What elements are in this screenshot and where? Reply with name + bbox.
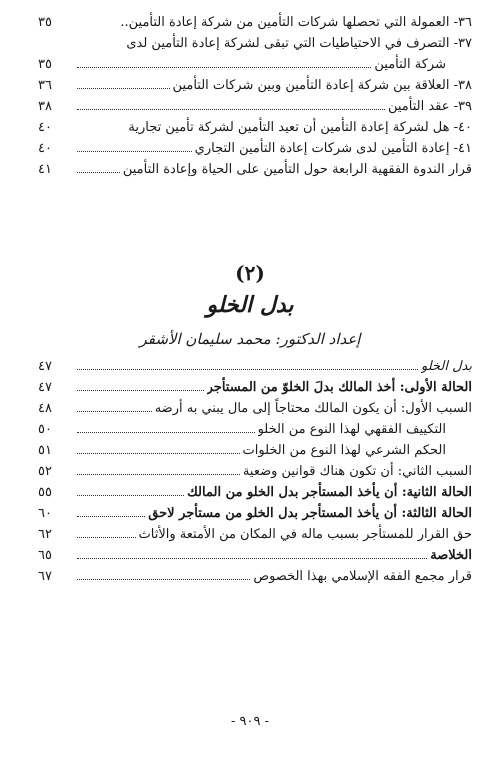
- toc-entry-title: ٣٩- عقد التأمين: [387, 99, 472, 114]
- toc-entry-page: ٥٢: [38, 464, 52, 479]
- toc-entry: [38, 461, 472, 482]
- toc-entry-page: ٣٥: [38, 57, 52, 72]
- toc-entry: [38, 33, 472, 54]
- toc-entry-title: قرار الندوة الفقهية الرابعة حول التأمين على الحياة وإعادة التأمين: [122, 162, 472, 177]
- dot-leader: [77, 570, 250, 580]
- toc-entry: [38, 138, 472, 159]
- toc-entry-page: ٤٠: [38, 120, 52, 135]
- page-number: - ٩٠٩ -: [230, 714, 269, 729]
- toc-entry-title: الخلاصة: [430, 548, 472, 563]
- toc-entry-page: ٦٥: [38, 548, 52, 563]
- dot-leader: [77, 444, 240, 454]
- toc-entry: [38, 12, 472, 33]
- dot-leader: [77, 549, 427, 559]
- section-number: (٢): [235, 261, 265, 285]
- toc-entry-title: الحالة الثالثة: أن يأخذ المستأجر بدل الخلو من مستأجر لاحق: [148, 506, 472, 521]
- toc-entry-title: الحكم الشرعي لهذا النوع من الخلوات: [242, 443, 446, 458]
- dot-leader: [77, 79, 170, 89]
- toc-entry-page: ٦٢: [38, 527, 52, 542]
- toc-entry-page: ٥٠: [38, 422, 52, 437]
- toc-entry-title: السبب الأول: أن يكون المالك محتاجاً إلى مال يبني به أرضه: [154, 401, 472, 416]
- toc-entry-page: ٦٠: [38, 506, 52, 521]
- toc-entry-page: ٣٨: [38, 99, 52, 114]
- toc-entry: [38, 398, 472, 419]
- toc-entry-page: ٤٠: [38, 141, 52, 156]
- toc-entry-title: ٤٠- هل لشركة إعادة التأمين أن تعيد التأمين لشركة تأمين تجارية: [128, 120, 472, 135]
- toc-part-khulu: [38, 356, 472, 587]
- toc-entry-page: ٦٧: [38, 569, 52, 584]
- toc-entry: [38, 419, 472, 440]
- section-author: إعداد الدكتور: محمد سليمان الأشقر: [139, 330, 361, 348]
- toc-entry: [38, 524, 472, 545]
- toc-entry-title: ٤١- إعادة التأمين لدى شركات إعادة التأمين التجاري: [194, 141, 472, 156]
- toc-entry: [38, 440, 472, 461]
- dot-leader: [77, 163, 120, 173]
- toc-entry: [38, 96, 472, 117]
- toc-entry: [38, 377, 472, 398]
- toc-entry-page: ٤١: [38, 162, 52, 177]
- toc-entry: [38, 356, 472, 377]
- dot-leader: [77, 465, 240, 475]
- dot-leader: [77, 381, 204, 391]
- toc-entry-page: ٤٧: [38, 380, 52, 395]
- section-title: بدل الخلو: [206, 292, 294, 318]
- toc-entry-page: ٣٦: [38, 78, 52, 93]
- toc-entry-page: ٤٧: [38, 359, 52, 374]
- dot-leader: [77, 507, 145, 517]
- toc-entry: [38, 545, 472, 566]
- toc-entry-page: ٤٨: [38, 401, 52, 416]
- toc-entry: [38, 117, 472, 138]
- toc-entry: [38, 54, 472, 75]
- toc-entry: [38, 503, 472, 524]
- dot-leader: [77, 122, 125, 131]
- toc-entry-title: حق القرار للمستأجر بسبب ماله في المكان من الأمتعة والأثاث: [138, 527, 472, 542]
- toc-part-insurance: [38, 12, 472, 180]
- dot-leader: [77, 100, 385, 110]
- toc-entry: [38, 75, 472, 96]
- toc-entry-title: الحالة الأولى: أخذ المالك بدلَ الخلوّ من المستأجر: [206, 380, 472, 395]
- toc-entry-page: ٣٥: [38, 15, 52, 30]
- toc-entry-title: ٣٧- التصرف في الاحتياطيات التي تبقى لشركة إعادة التأمين لدى: [126, 36, 472, 51]
- toc-entry-title: بدل الخلو: [420, 359, 472, 374]
- dot-leader: [77, 142, 192, 152]
- toc-entry-page: ٥١: [38, 443, 52, 458]
- dot-leader: [77, 17, 117, 26]
- toc-entry-page: ٥٥: [38, 485, 52, 500]
- dot-leader: [77, 423, 255, 433]
- dot-leader: [77, 486, 184, 496]
- toc-entry-title: الحالة الثانية: أن يأخذ المستأجر بدل الخلو من المالك: [187, 485, 472, 500]
- dot-leader: [77, 402, 152, 412]
- toc-entry-title: ٣٦- العمولة التي تحصلها شركات التأمين من شركة إعادة التأمين..: [120, 15, 472, 30]
- toc-entry: [38, 566, 472, 587]
- dot-leader: [77, 360, 418, 370]
- dot-leader: [77, 528, 136, 538]
- toc-entry-title: السبب الثاني: أن تكون هناك قوانين وضعية: [242, 464, 472, 479]
- dot-leader: [77, 58, 371, 68]
- toc-entry: [38, 482, 472, 503]
- toc-entry-title: شركة التأمين: [374, 57, 446, 72]
- toc-entry-title: ٣٨- العلاقة بين شركة إعادة التأمين وبين شركات التأمين: [172, 78, 472, 93]
- toc-entry: [38, 159, 472, 180]
- toc-entry-title: قرار مجمع الفقه الإسلامي بهذا الخصوص: [253, 569, 472, 584]
- dot-leader: [77, 38, 123, 47]
- toc-entry-title: التكييف الفقهي لهذا النوع من الخلو: [257, 422, 446, 437]
